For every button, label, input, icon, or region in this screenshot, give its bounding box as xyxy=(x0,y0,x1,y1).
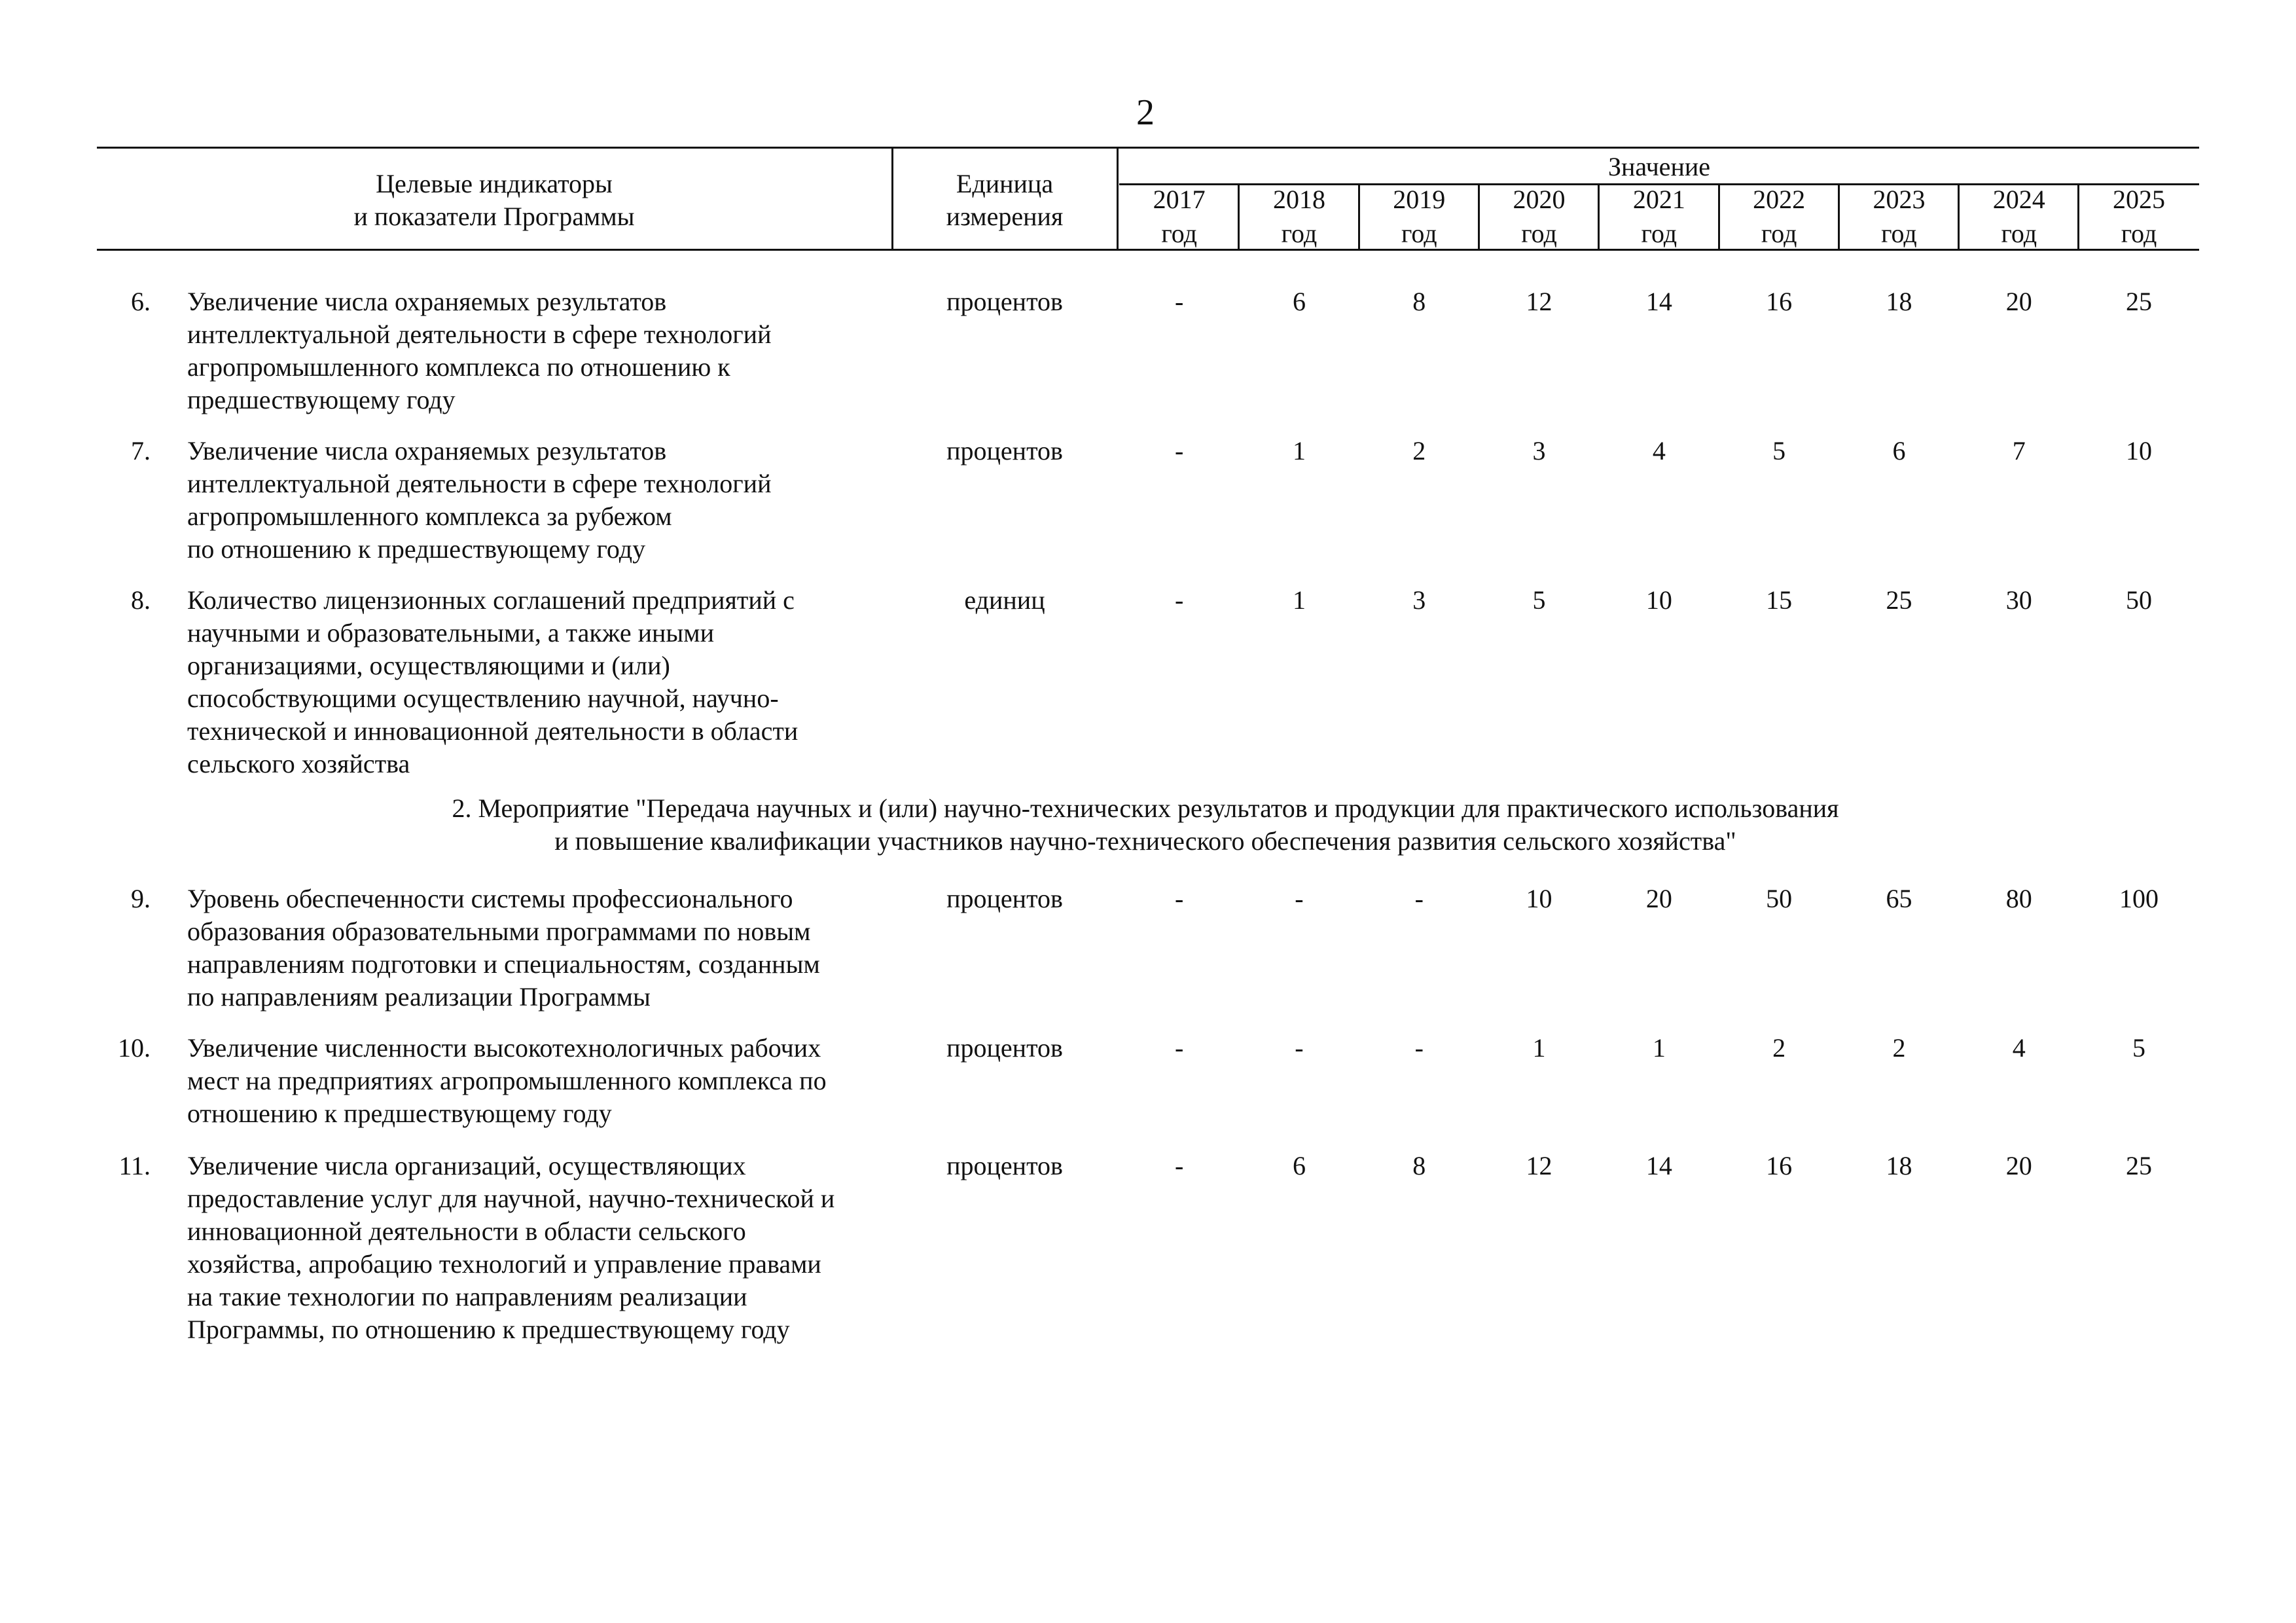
row-value: 5 xyxy=(1532,585,1546,615)
row-value: - xyxy=(1174,585,1184,615)
row-value: 2 xyxy=(1412,436,1426,465)
header-year: 2018 xyxy=(1272,185,1325,214)
row-value: 3 xyxy=(1532,436,1546,465)
header-indicators: Целевые индикаторы и показатели Программы xyxy=(353,169,635,231)
row-value: 1 xyxy=(1292,436,1306,465)
row-value: 6 xyxy=(1292,287,1306,316)
row-indicator-text: Увеличение числа организаций, осуществляющих предоставление услуг для научной, научно-технической и инновационной деятельности в области сельского хозяйства, апробацию технологий и управление правами на такие технологии по направлениям реализации Программы, по отношению к предшествующему году xyxy=(187,1151,835,1344)
row-value: 4 xyxy=(1652,436,1666,465)
row-value: 16 xyxy=(1766,1151,1793,1180)
row-unit: процентов xyxy=(946,287,1063,316)
header-year-suffix: год xyxy=(1881,219,1917,248)
row-value: 1 xyxy=(1652,1033,1666,1063)
row-value: 5 xyxy=(1772,436,1786,465)
header-year-suffix: год xyxy=(1401,219,1437,248)
row-value: 10 xyxy=(1526,884,1552,913)
row-value: 7 xyxy=(2012,436,2026,465)
row-number: 10. xyxy=(118,1033,151,1063)
row-value: 25 xyxy=(1886,585,1912,615)
row-value: 4 xyxy=(2012,1033,2026,1063)
row-value: 20 xyxy=(2005,287,2032,316)
row-value: - xyxy=(1174,436,1184,465)
row-value: 80 xyxy=(2005,884,2032,913)
header-year: 2017 xyxy=(1153,185,1206,214)
row-value: - xyxy=(1174,884,1184,913)
row-value: 18 xyxy=(1886,287,1912,316)
table-top-rule xyxy=(97,147,2199,149)
row-value: 8 xyxy=(1412,287,1426,316)
row-unit: процентов xyxy=(946,884,1063,913)
header-year: 2024 xyxy=(1992,185,2045,214)
row-value: 8 xyxy=(1412,1151,1426,1180)
header-unit: Единица измерения xyxy=(946,169,1064,231)
row-number: 8. xyxy=(131,585,151,615)
row-value: 100 xyxy=(2119,884,2159,913)
row-value: 3 xyxy=(1412,585,1426,615)
row-value: 12 xyxy=(1526,287,1552,316)
row-value: 1 xyxy=(1292,585,1306,615)
row-value: 5 xyxy=(2132,1033,2146,1063)
header-value: Значение xyxy=(1607,152,1711,181)
header-year: 2022 xyxy=(1753,185,1806,214)
row-value: 30 xyxy=(2005,585,2032,615)
row-value: 65 xyxy=(1886,884,1912,913)
row-number: 7. xyxy=(131,436,151,465)
row-value: 2 xyxy=(1772,1033,1786,1063)
row-value: - xyxy=(1414,1033,1424,1063)
row-value: 2 xyxy=(1892,1033,1906,1063)
header-year-suffix: год xyxy=(1161,219,1197,248)
row-unit: процентов xyxy=(946,1151,1063,1180)
row-number: 6. xyxy=(131,287,151,316)
row-unit: процентов xyxy=(946,1033,1063,1063)
page-number: 2 xyxy=(1136,92,1155,133)
row-indicator-text: Увеличение числа охраняемых результатов интеллектуальной деятельности в сфере технологий агропромышленного комплекса за рубежом по отношению к предшествующему году xyxy=(187,436,772,564)
header-year: 2021 xyxy=(1632,185,1685,214)
row-indicator-text: Количество лицензионных соглашений предприятий с научными и образовательными, а также иными организациями, осуществляющими и (или) способствующими осуществлению научной, научно- технической и инновационной деятельности в области сельского хозяйства xyxy=(187,585,798,778)
row-value: 18 xyxy=(1886,1151,1912,1180)
row-value: 20 xyxy=(1645,884,1672,913)
row-value: 20 xyxy=(2005,1151,2032,1180)
row-value: 50 xyxy=(2126,585,2153,615)
header-year-suffix: год xyxy=(1281,219,1318,248)
row-number: 11. xyxy=(118,1151,151,1180)
row-number: 9. xyxy=(131,884,151,913)
header-year: 2019 xyxy=(1393,185,1446,214)
row-value: 6 xyxy=(1892,436,1906,465)
row-value: 10 xyxy=(2126,436,2153,465)
header-year-suffix: год xyxy=(2001,219,2037,248)
header-year: 2020 xyxy=(1513,185,1566,214)
row-value: - xyxy=(1174,287,1184,316)
row-value: 16 xyxy=(1766,287,1793,316)
row-value: 1 xyxy=(1532,1033,1546,1063)
row-value: 14 xyxy=(1645,1151,1672,1180)
header-year-suffix: год xyxy=(1761,219,1797,248)
row-value: - xyxy=(1174,1151,1184,1180)
row-indicator-text: Увеличение численности высокотехнологичных рабочих мест на предприятиях агропромышленного комплекса по отношению к предшествующему году xyxy=(187,1033,827,1128)
col-divider xyxy=(1117,147,1119,250)
row-value: 10 xyxy=(1645,585,1672,615)
row-value: 14 xyxy=(1645,287,1672,316)
header-year: 2023 xyxy=(1873,185,1926,214)
header-year-suffix: год xyxy=(1641,219,1677,248)
row-value: - xyxy=(1174,1033,1184,1063)
header-year: 2025 xyxy=(2113,185,2166,214)
section-2-heading: 2. Мероприятие "Передача научных и (или) научно-технических результатов и продукции для практического использования и повышение квалификации участников научно-технического обеспечения развития сельского хозяйства" xyxy=(452,793,1839,856)
row-unit: единиц xyxy=(964,585,1045,615)
row-value: 50 xyxy=(1766,884,1793,913)
header-year-suffix: год xyxy=(2121,219,2157,248)
row-value: - xyxy=(1414,884,1424,913)
row-value: 25 xyxy=(2126,287,2153,316)
header-year-suffix: год xyxy=(1521,219,1557,248)
row-indicator-text: Уровень обеспеченности системы профессионального образования образовательными программами по новым направлениям подготовки и специальностям, созданным по направлениям реализации Программы xyxy=(187,884,820,1012)
row-indicator-text: Увеличение числа охраняемых результатов интеллектуальной деятельности в сфере технологий агропромышленного комплекса по отношению к предшествующему году xyxy=(187,287,772,414)
row-unit: процентов xyxy=(946,436,1063,465)
row-value: - xyxy=(1295,1033,1304,1063)
row-value: 25 xyxy=(2126,1151,2153,1180)
row-value: 6 xyxy=(1292,1151,1306,1180)
row-value: - xyxy=(1295,884,1304,913)
row-value: 15 xyxy=(1766,585,1793,615)
row-value: 12 xyxy=(1526,1151,1552,1180)
